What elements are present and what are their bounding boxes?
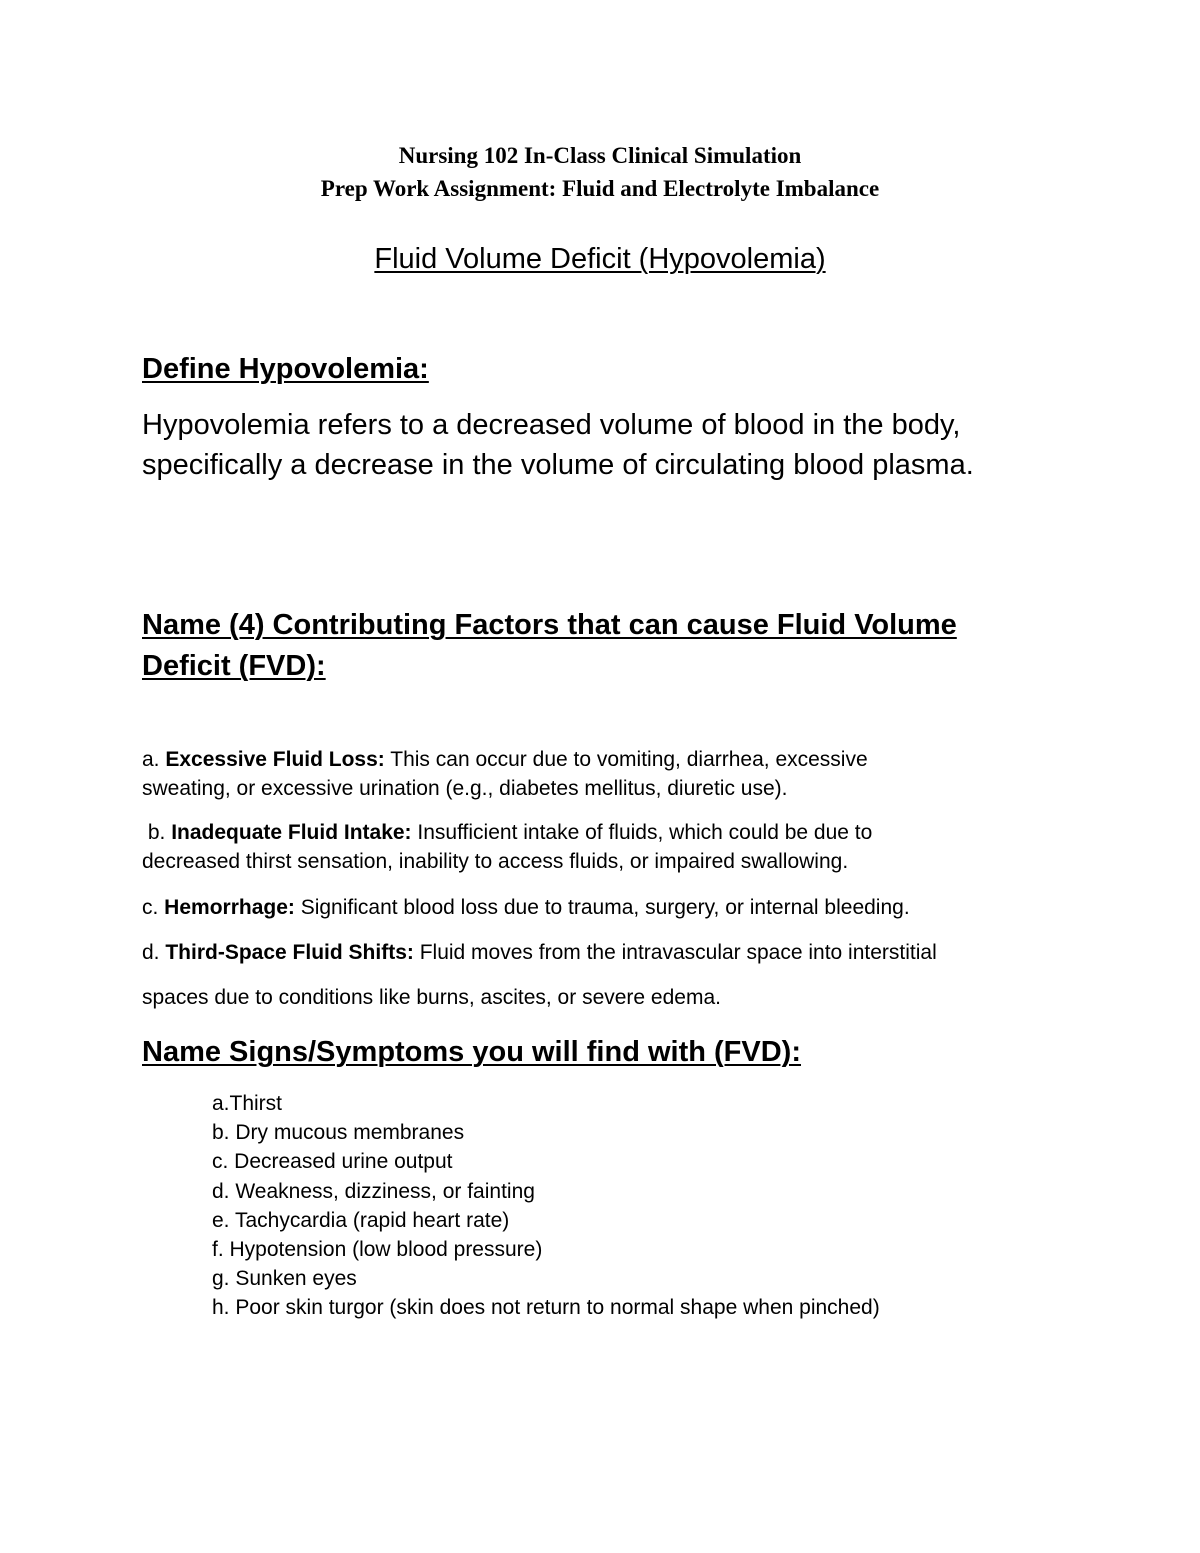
factor-term: Third-Space Fluid Shifts:	[165, 941, 414, 964]
symptom-item: g. Sunken eyes	[212, 1267, 357, 1291]
symptom-item: h. Poor skin turgor (skin does not return to normal shape when pinched)	[212, 1296, 880, 1320]
course-title: Nursing 102 In-Class Clinical Simulation	[398, 143, 802, 168]
symptom-item: a.Thirst	[212, 1092, 283, 1115]
factor-marker: a.	[142, 748, 166, 771]
symptom-item: e. Tachycardia (rapid heart rate)	[212, 1208, 510, 1232]
factors-heading-line-1-text: Name (4) Contributing Factors that can cause Fluid Volume	[142, 609, 957, 641]
symptom-item: f. Hypotension (low blood pressure)	[212, 1238, 543, 1262]
definition-heading	[142, 353, 429, 386]
symptoms-heading-text: Name Signs/Symptoms you will find with (FVD):	[142, 1036, 801, 1068]
factor-marker: d.	[142, 941, 166, 964]
symptoms-list	[212, 1089, 880, 1323]
factor-marker: c.	[142, 896, 165, 919]
definition-heading-text: Define Hypovolemia:	[142, 353, 429, 385]
factor-item-b-line-1	[142, 821, 872, 845]
factor-description: This can occur due to vomiting, diarrhea, excessive	[384, 748, 868, 771]
factor-description: Significant blood loss due to trauma, surgery, or internal bleeding.	[294, 896, 910, 919]
factors-heading-line-1	[142, 609, 957, 642]
factor-term: Excessive Fluid Loss:	[165, 748, 385, 771]
factor-description: Fluid moves from the intravascular space into interstitial	[413, 941, 937, 964]
factor-item-d-line-2: spaces due to conditions like burns, ascites, or severe edema.	[142, 986, 721, 1009]
factor-term: Hemorrhage:	[164, 896, 295, 919]
symptom-item: c. Decreased urine output	[212, 1150, 453, 1174]
symptoms-heading	[142, 1036, 801, 1069]
main-heading-text: Fluid Volume Deficit (Hypovolemia)	[374, 243, 826, 275]
symptom-item: d. Weakness, dizziness, or fainting	[212, 1179, 535, 1203]
assignment-title: Prep Work Assignment: Fluid and Electrolyte Imbalance	[320, 176, 880, 201]
factor-item-c-line-1	[142, 896, 910, 920]
factors-heading-line-2	[142, 650, 326, 683]
factor-item-a-line-2: sweating, or excessive urination (e.g., diabetes mellitus, diuretic use).	[142, 777, 788, 800]
factor-item-d-line-1	[142, 941, 937, 965]
definition-line-1: Hypovolemia refers to a decreased volume of blood in the body,	[142, 409, 961, 441]
symptom-item: b. Dry mucous membranes	[212, 1121, 465, 1145]
definition-line-2: specifically a decrease in the volume of circulating blood plasma.	[142, 449, 974, 481]
factor-item-a-line-1	[142, 748, 868, 772]
factor-item-b-line-2: decreased thirst sensation, inability to access fluids, or impaired swallowing.	[142, 850, 849, 873]
main-heading	[0, 243, 1200, 276]
factor-description: Insufficient intake of fluids, which could be due to	[411, 821, 873, 844]
factor-term: Inadequate Fluid Intake:	[171, 821, 412, 844]
factors-heading-line-2-text: Deficit (FVD):	[142, 650, 326, 682]
factor-marker: b.	[142, 821, 172, 844]
